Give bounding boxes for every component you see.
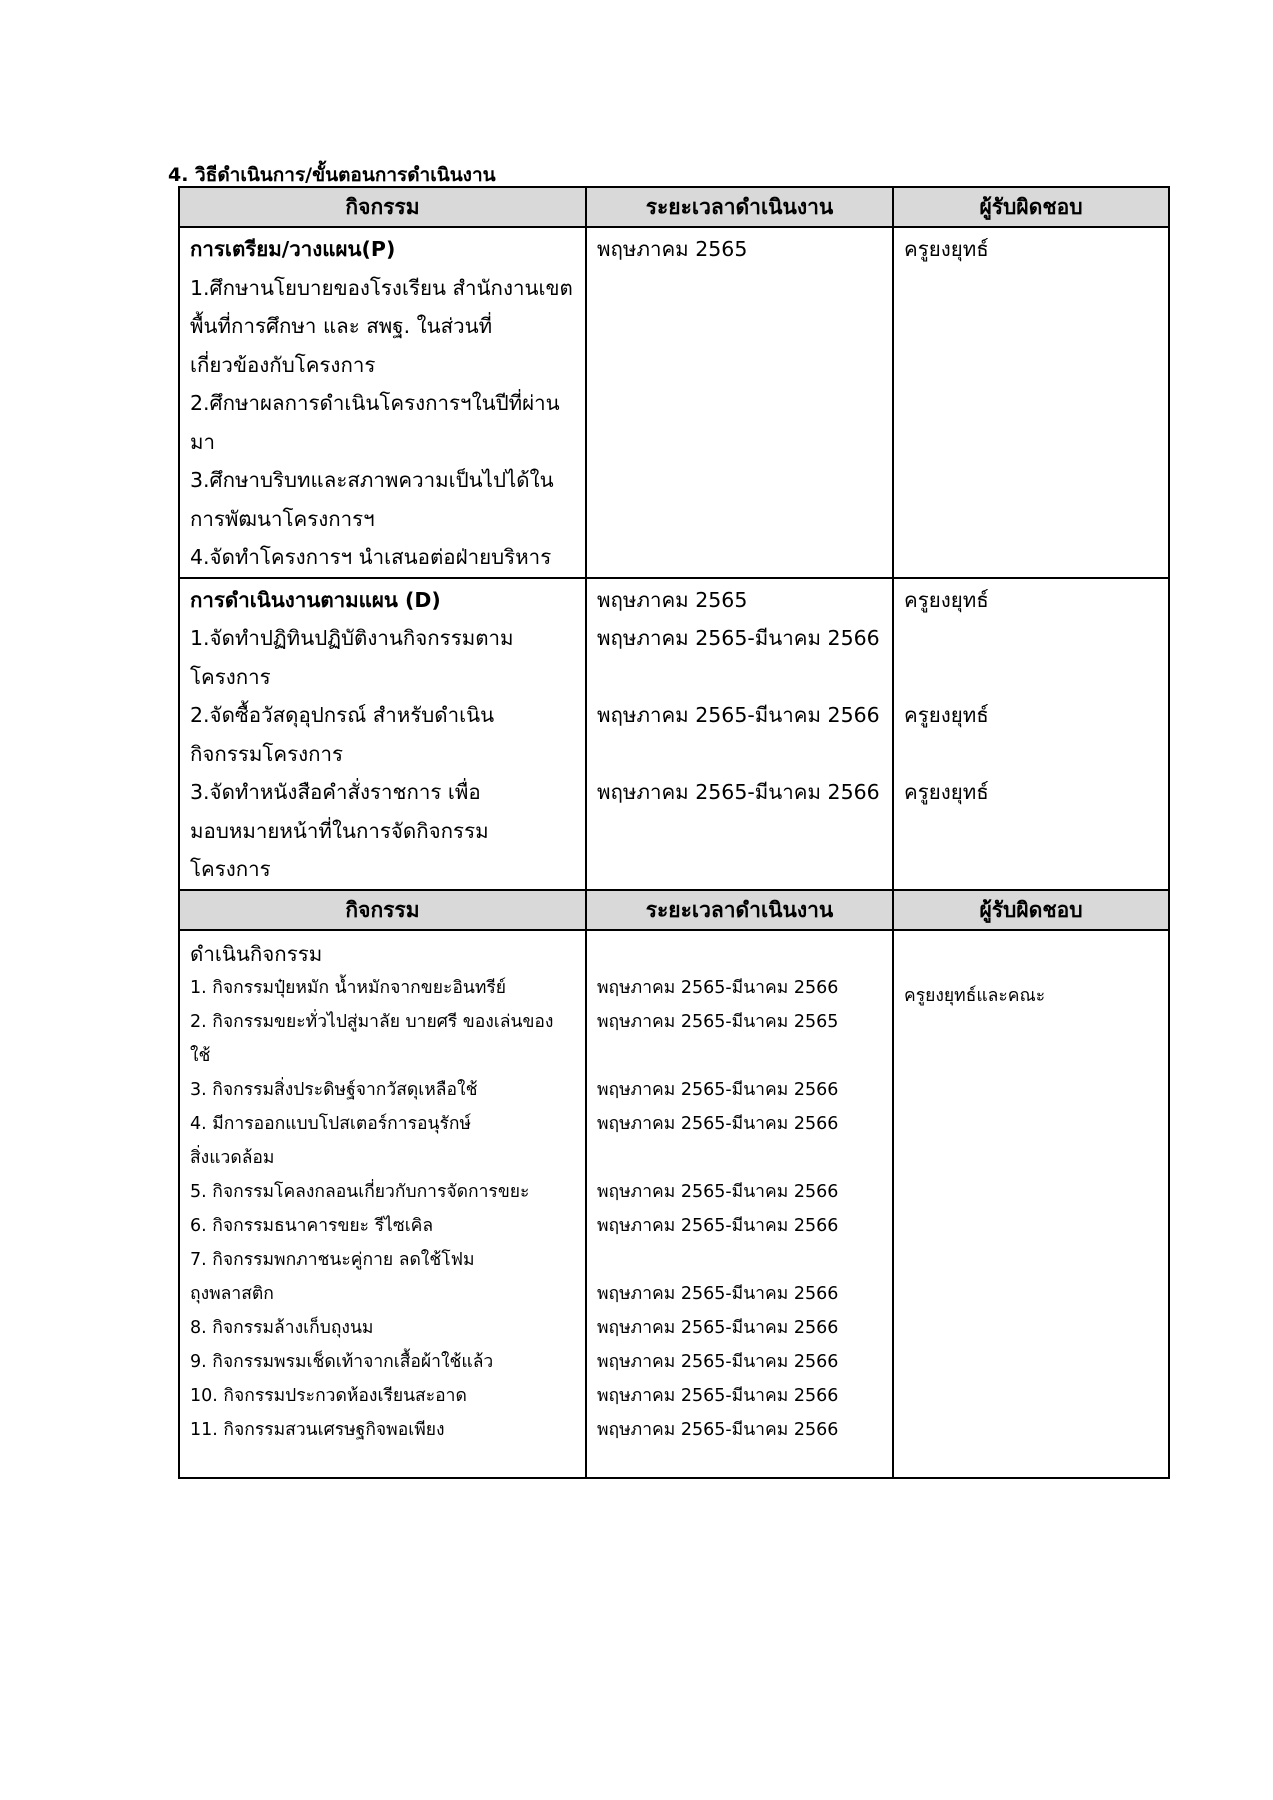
spacer — [904, 937, 1168, 971]
section-heading: 4. วิธีดำเนินการ/ขั้นตอนการดำเนินงาน — [168, 164, 496, 186]
activities-title: ดำเนินกิจกรรม — [190, 941, 323, 966]
plan-activity-cell — [179, 227, 586, 578]
activities-responsible: ครูยงยุทธ์และคณะ — [904, 985, 1046, 1006]
header-activity: กิจกรรม — [179, 187, 586, 227]
plan-step-line: พื้นที่การศึกษา และ สพฐ. ในส่วนที่ — [190, 314, 493, 338]
activity-item: 4. มีการออกแบบโปสเตอร์การอนุรักษ์ — [190, 1113, 471, 1134]
activity-duration: พฤษภาคม 2565-มีนาคม 2566 — [597, 1351, 839, 1372]
do-responsible-line: ครูยงยุทธ์ — [904, 587, 989, 612]
do-responsible-cell — [893, 578, 1169, 890]
activity-item: 1. กิจกรรมปุ๋ยหมัก น้ำหมักจากขยะอินทรีย์ — [190, 977, 507, 998]
plan-step-line: 4.จัดทำโครงการฯ นำเสนอต่อฝ่ายบริหาร — [190, 545, 552, 569]
do-step-line: 2.จัดซื้อวัสดุอุปกรณ์ สำหรับดำเนิน — [190, 703, 495, 727]
header-duration: ระยะเวลาดำเนินงาน — [586, 890, 893, 930]
plan-step-line: 1.ศึกษานโยบายของโรงเรียน สำนักงานเขต — [190, 275, 573, 300]
plan-step-line: การพัฒนาโครงการฯ — [190, 506, 375, 531]
activity-duration: พฤษภาคม 2565-มีนาคม 2566 — [597, 1317, 839, 1338]
activity-item: 8. กิจกรรมล้างเก็บถุงนม — [190, 1317, 374, 1338]
spacer — [904, 735, 1168, 774]
plan-step-line: 2.ศึกษาผลการดำเนินโครงการฯในปีที่ผ่าน — [190, 391, 560, 415]
activities-duration-cell — [586, 930, 893, 1478]
spacer — [904, 619, 1168, 658]
activity-item: ใช้ — [190, 1045, 211, 1066]
activity-duration: พฤษภาคม 2565-มีนาคม 2566 — [597, 1215, 839, 1236]
spacer — [597, 735, 892, 774]
activity-item: 10. กิจกรรมประกวดห้องเรียนสะอาด — [190, 1385, 467, 1406]
header-responsible: ผู้รับผิดชอบ — [893, 187, 1169, 227]
table-header-row-repeat — [179, 890, 1169, 930]
do-duration-line: พฤษภาคม 2565-มีนาคม 2566 — [597, 780, 880, 804]
activity-duration: พฤษภาคม 2565-มีนาคม 2566 — [597, 1385, 839, 1406]
activity-item: สิ่งแวดล้อม — [190, 1147, 275, 1168]
plan-phase-title: การเตรียม/วางแผน(P) — [190, 237, 396, 261]
activity-duration: พฤษภาคม 2565-มีนาคม 2566 — [597, 1283, 839, 1304]
plan-duration: พฤษภาคม 2565 — [597, 237, 748, 261]
activity-duration: พฤษภาคม 2565-มีนาคม 2566 — [597, 1079, 839, 1100]
activity-item: 2. กิจกรรมขยะทั่วไปสู่มาลัย บายศรี ของเล่นของ — [190, 1011, 554, 1032]
spacer — [597, 1039, 892, 1073]
do-activity-cell — [179, 578, 586, 890]
plan-responsible-cell — [893, 227, 1169, 578]
spacer — [597, 937, 892, 971]
activity-item: 5. กิจกรรมโคลงกลอนเกี่ยวกับการจัดการขยะ — [190, 1181, 530, 1202]
activity-duration: พฤษภาคม 2565-มีนาคม 2565 — [597, 1011, 839, 1032]
spacer — [904, 658, 1168, 697]
activities-row — [179, 930, 1169, 1478]
do-responsible-line: ครูยงยุทธ์ — [904, 703, 989, 727]
activity-item: ถุงพลาสติก — [190, 1283, 274, 1304]
activity-duration: พฤษภาคม 2565-มีนาคม 2566 — [597, 977, 839, 998]
do-duration-cell — [586, 578, 893, 890]
table-header-row — [179, 187, 1169, 227]
plan-step-line: เกี่ยวข้องกับโครงการ — [190, 352, 376, 377]
do-step-line: 1.จัดทำปฏิทินปฏิบัติงานกิจกรรมตาม — [190, 626, 514, 650]
spacer — [597, 658, 892, 697]
plan-duration-cell — [586, 227, 893, 578]
spacer — [597, 1243, 892, 1277]
plan-step-line: 3.ศึกษาบริบทและสภาพความเป็นไปได้ใน — [190, 468, 554, 492]
do-row — [179, 578, 1169, 890]
plan-responsible: ครูยงยุทธ์ — [904, 237, 989, 261]
activity-item: 11. กิจกรรมสวนเศรษฐกิจพอเพียง — [190, 1419, 445, 1440]
activity-duration: พฤษภาคม 2565-มีนาคม 2566 — [597, 1181, 839, 1202]
do-step-line: 3.จัดทำหนังสือคำสั่งราชการ เพื่อ — [190, 780, 481, 804]
do-duration-line: พฤษภาคม 2565 — [597, 587, 748, 612]
header-activity: กิจกรรม — [179, 890, 586, 930]
do-duration-line: พฤษภาคม 2565-มีนาคม 2566 — [597, 626, 880, 650]
do-step-line: โครงการ — [190, 664, 271, 689]
activity-item: 7. กิจกรรมพกภาชนะคู่กาย ลดใช้โฟม — [190, 1249, 475, 1270]
do-step-line: กิจกรรมโครงการ — [190, 741, 344, 766]
do-phase-title: การดำเนินงานตามแผน (D) — [190, 587, 441, 612]
do-duration-line: พฤษภาคม 2565-มีนาคม 2566 — [597, 703, 880, 727]
activity-item: 9. กิจกรรมพรมเช็ดเท้าจากเสื้อผ้าใช้แล้ว — [190, 1351, 494, 1372]
do-responsible-line: ครูยงยุทธ์ — [904, 780, 989, 804]
header-duration: ระยะเวลาดำเนินงาน — [586, 187, 893, 227]
procedure-table — [178, 186, 1170, 1479]
activity-duration: พฤษภาคม 2565-มีนาคม 2566 — [597, 1419, 839, 1440]
spacer — [597, 1141, 892, 1175]
activity-duration: พฤษภาคม 2565-มีนาคม 2566 — [597, 1113, 839, 1134]
plan-step-line: มา — [190, 429, 216, 454]
activity-item: 6. กิจกรรมธนาคารขยะ รีไซเคิล — [190, 1215, 434, 1236]
activities-responsible-cell — [893, 930, 1169, 1478]
do-step-line: มอบหมายหน้าที่ในการจัดกิจกรรม — [190, 818, 489, 843]
do-step-line: โครงการ — [190, 857, 271, 881]
header-responsible: ผู้รับผิดชอบ — [893, 890, 1169, 930]
activities-activity-cell — [179, 930, 586, 1478]
activity-item: 3. กิจกรรมสิ่งประดิษฐ์จากวัสดุเหลือใช้ — [190, 1079, 478, 1100]
plan-row — [179, 227, 1169, 578]
